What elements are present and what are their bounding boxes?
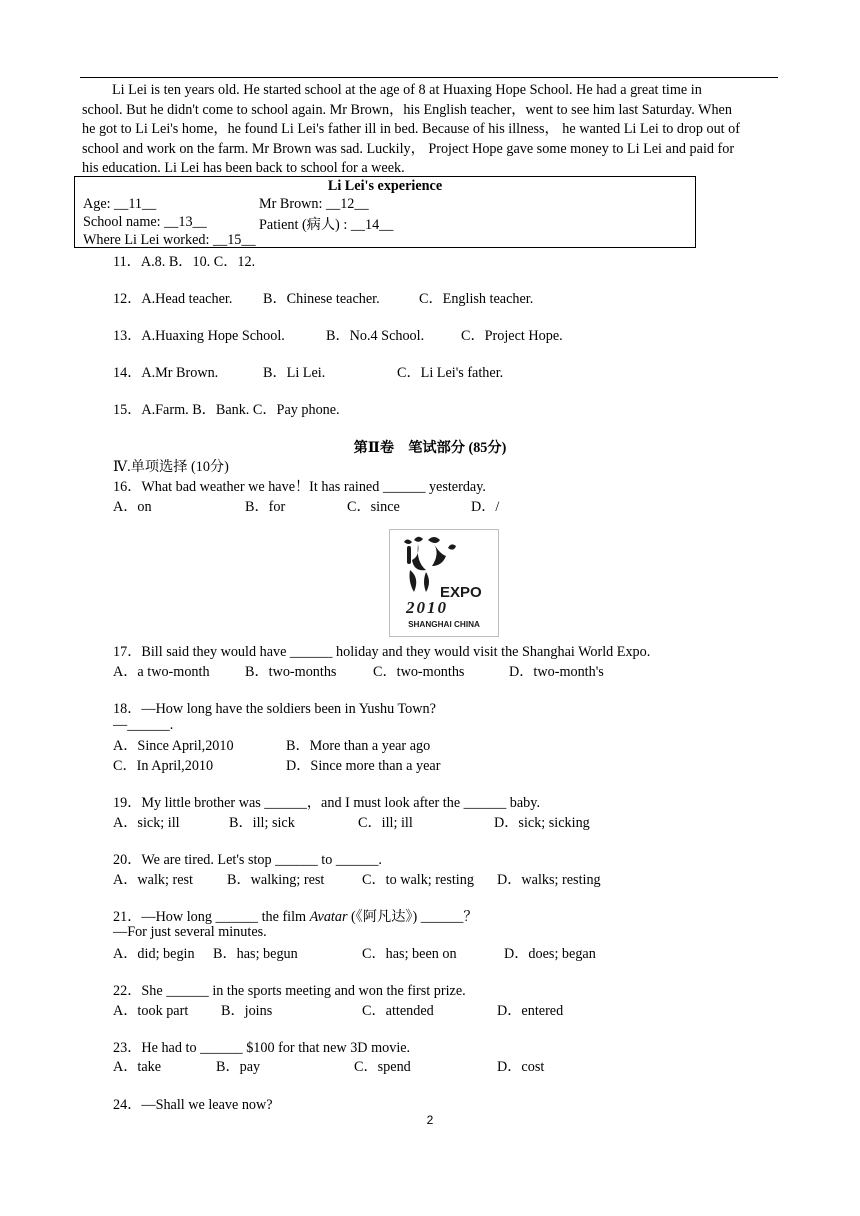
question-18-option-a: A．Since April,2010 xyxy=(113,738,234,754)
question-18-stem-reply: —______. xyxy=(113,717,174,733)
worked-label: Where Li Lei worked: xyxy=(83,232,213,248)
question-21-stem xyxy=(113,906,478,926)
question-22-option-b: B．joins xyxy=(221,1003,273,1019)
question-18-option-c: C．In April,2010 xyxy=(113,758,214,774)
reading-passage xyxy=(82,81,780,179)
school-row xyxy=(83,214,207,231)
question-14-option-a: 14．A.Mr Brown. xyxy=(113,365,219,381)
question-22-option-a: A．took part xyxy=(113,1003,189,1019)
question-20-option-b: B．walking; rest xyxy=(227,872,325,888)
question-21-stem-reply: —For just several minutes. xyxy=(113,924,267,940)
passage-line: Li Lei is ten years old. He started school at the age of 8 at Huaxing Hope School. He had a great time in xyxy=(112,82,702,98)
question-13-option-b: B．No.4 School. xyxy=(326,328,425,344)
patient-row xyxy=(259,214,393,234)
question-13-option-a: 13．A.Huaxing Hope School. xyxy=(113,328,285,344)
age-row xyxy=(83,196,156,213)
question-22-stem: 22．She ______ in the sports meeting and won the first prize. xyxy=(113,983,466,999)
brown-row xyxy=(259,196,369,213)
passage-line: school. But he didn't come to school again. Mr Brown，his English teacher，went to see him last Saturday. When xyxy=(82,101,732,118)
question-19-option-a: A．sick; ill xyxy=(113,815,180,831)
question-17-option-a: A．a two-month xyxy=(113,664,210,680)
question-18-option-d: D．Since more than a year xyxy=(286,758,441,774)
question-12-option-c: C．English teacher. xyxy=(419,291,534,307)
question-11: 11．A.8. B．10. C．12. xyxy=(113,254,256,270)
question-24-stem: 24．—Shall we leave now? xyxy=(113,1097,273,1113)
question-16-option-d: D．/ xyxy=(471,499,500,515)
brown-label: Mr Brown: xyxy=(259,196,326,212)
expo-logo-year: 2010 xyxy=(406,598,448,617)
question-21-option-b: B．has; begun xyxy=(213,946,298,962)
question-19-option-c: C．ill; ill xyxy=(358,815,413,831)
blank-12: __12__ xyxy=(326,196,369,212)
question-17-option-d: D．two-month's xyxy=(509,664,604,680)
question-19-option-d: D．sick; sicking xyxy=(494,815,590,831)
blank-14: __14__ xyxy=(350,217,394,233)
question-22-option-d: D．entered xyxy=(497,1003,564,1019)
question-23-option-c: C．spend xyxy=(354,1059,411,1075)
question-17-option-b: B．two-months xyxy=(245,664,337,680)
expo-logo-emblem xyxy=(390,530,498,636)
passage-line: his education. Li Lei has been back to school for a week. xyxy=(82,160,405,177)
part-two-heading: 第Ⅱ卷 笔试部分 (85分) xyxy=(353,440,507,456)
info-table-title: Li Lei's experience xyxy=(327,178,443,194)
question-20-option-c: C．to walk; resting xyxy=(362,872,474,888)
question-23-option-a: A．take xyxy=(113,1059,162,1075)
question-15: 15．A.Farm. B．Bank. C．Pay phone. xyxy=(113,402,340,418)
blank-15: __15__ xyxy=(213,232,256,248)
question-16-option-a: A．on xyxy=(113,499,152,515)
question-21-option-c: C．has; been on xyxy=(362,946,457,962)
question-21-stem-text: 21．—How long ______ the film xyxy=(113,909,310,925)
question-18-option-b: B．More than a year ago xyxy=(286,738,431,754)
passage-line: he got to Li Lei's home，he found Li Lei's father ill in bed. Because of his illness， he wanted Li Lei to drop out of xyxy=(82,121,740,138)
school-label: School name: xyxy=(83,214,165,230)
top-rule xyxy=(80,77,778,78)
expo-logo-place: SHANGHAI CHINA xyxy=(408,620,480,629)
page-number: 2 xyxy=(426,1113,434,1127)
question-16-option-c: C．since xyxy=(347,499,400,515)
question-23-option-d: D．cost xyxy=(497,1059,545,1075)
question-20-option-d: D．walks; resting xyxy=(497,872,601,888)
patient-label: Patient (病人) : xyxy=(259,217,351,233)
question-16-option-b: B．for xyxy=(245,499,286,515)
passage-line: school and work on the farm. Mr Brown was sad. Luckily， Project Hope gave some money to Li Lei and paid for xyxy=(82,140,735,157)
question-20-option-a: A．walk; rest xyxy=(113,872,193,888)
question-12-option-b: B．Chinese teacher. xyxy=(263,291,380,307)
question-14-option-c: C．Li Lei's father. xyxy=(397,365,504,381)
question-18-stem: 18．—How long have the soldiers been in Yushu Town? xyxy=(113,701,436,717)
question-21-option-a: A．did; begin xyxy=(113,946,195,962)
section-four-title: Ⅳ.单项选择 (10分) xyxy=(113,459,229,475)
question-20-stem: 20．We are tired. Let's stop ______ to ______. xyxy=(113,852,382,868)
question-13-option-c: C．Project Hope. xyxy=(461,328,563,344)
question-16-stem: 16．What bad weather we have！It has rained ______ yesterday. xyxy=(113,479,486,495)
info-table xyxy=(74,176,696,248)
expo-logo-word: EXPO xyxy=(440,584,482,601)
question-22-option-c: C．attended xyxy=(362,1003,434,1019)
age-label: Age: xyxy=(83,196,115,212)
film-title: Avatar xyxy=(309,909,348,925)
question-23-option-b: B．pay xyxy=(216,1059,261,1075)
question-19-option-b: B．ill; sick xyxy=(229,815,295,831)
worked-row xyxy=(83,232,256,249)
question-21-stem-tail: (《阿凡达》) ______？ xyxy=(347,909,478,925)
question-21-option-d: D．does; began xyxy=(504,946,596,962)
question-17-stem: 17．Bill said they would have ______ holiday and they would visit the Shanghai World Expo. xyxy=(113,644,651,660)
blank-13: __13__ xyxy=(164,214,207,230)
blank-11: __11__ xyxy=(114,196,157,212)
question-14-option-b: B．Li Lei. xyxy=(263,365,326,381)
question-17-option-c: C．two-months xyxy=(373,664,465,680)
expo-2010-logo xyxy=(389,529,499,637)
question-19-stem: 19．My little brother was ______，and I must look after the ______ baby. xyxy=(113,795,540,811)
question-23-stem: 23．He had to ______ $100 for that new 3D movie. xyxy=(113,1040,411,1056)
question-12-option-a: 12．A.Head teacher. xyxy=(113,291,233,307)
